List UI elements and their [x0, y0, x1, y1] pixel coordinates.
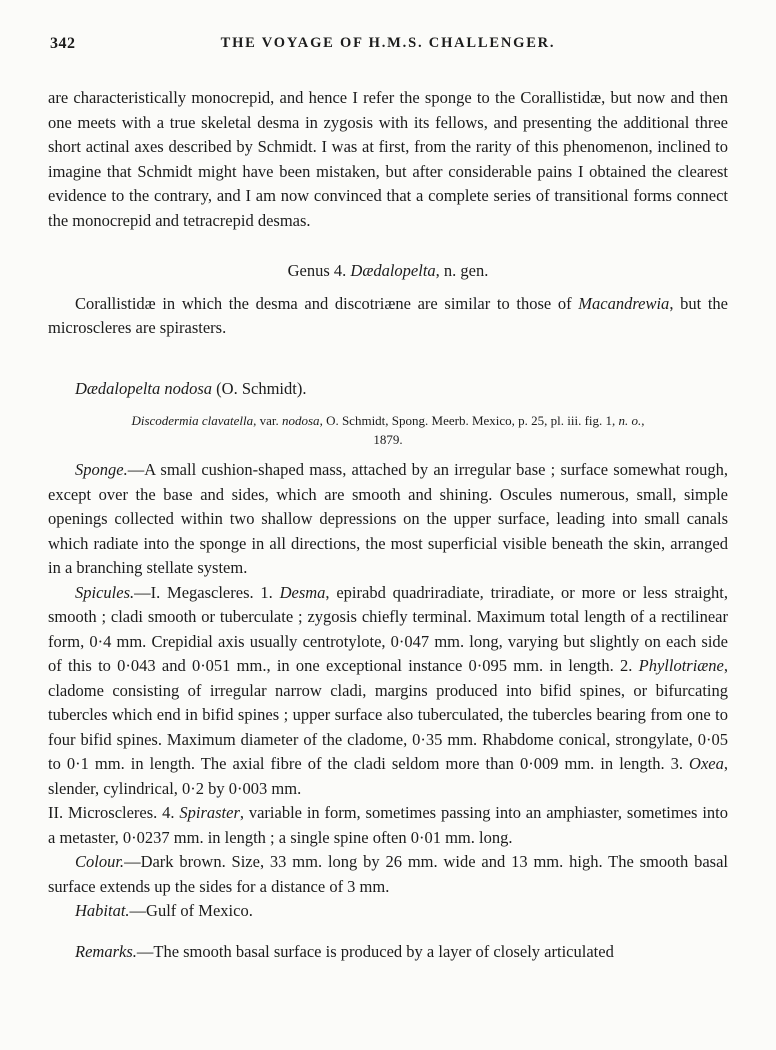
text-run: Dædalopelta: [350, 261, 436, 280]
text-run: , epirabd quadriradiate, triradiate, or more or less straight, smooth ; cladi smooth or tuberculate ; zygosis chiefly terminal. Maximum total length of a rectilinear form, 0·4 mm. Crepidial axis usually centrotylote, 0·047 mm. long, varying but slightly on each side of this to 0·043 and 0·051 mm., in one exceptional instance 0·095 mm. in length. 2.: [48, 582, 728, 675]
text-run: Discodermia clavatella: [131, 413, 254, 428]
text-run: Sponge.: [75, 460, 128, 479]
species-heading: [48, 377, 728, 402]
synonymy-citation-line: [48, 411, 728, 430]
text-run: Macandrewia: [578, 293, 670, 313]
text-run: n. o.: [618, 413, 642, 428]
text-run: ,: [641, 413, 645, 428]
paragraph-colour: [48, 850, 728, 899]
text-run: —Gulf of Mexico.: [129, 901, 253, 920]
text-run: , n. gen.: [435, 261, 489, 280]
text-run: Corallistidæ in which the desma and discotriæne are similar to those of: [75, 293, 579, 313]
paragraph-intro: [48, 86, 728, 233]
text-run: are characteristically monocrepid, and hence I refer the sponge to the Corallistidæ, but now and then one meets with a true skeletal desma in zygosis with its fellows, and presenting the additional three short actinal axes described by Schmidt. I was at first, from the rarity of this phenomenon, inclined to imagine that Schmidt might have been mistaken, but after considerable pains I obtained the clearest evidence to the contrary, and I am now convinced that a complete series of transitional forms connect the monocrepid and tetracrepid desmas.: [48, 88, 728, 230]
text-run: , var.: [253, 413, 282, 428]
text-run: (O. Schmidt).: [212, 378, 307, 398]
text-run: , slender, cylindrical, 0·2 by 0·003 mm.: [48, 754, 728, 798]
text-run: —I. Megascleres. 1.: [134, 582, 280, 602]
text-run: Dædalopelta nodosa: [75, 378, 213, 398]
paragraph-genus-description: [48, 292, 728, 341]
text-run: , O. Schmidt, Spong. Meerb. Mexico, p. 25, pl. iii. fig. 1,: [319, 413, 619, 428]
text-block: [48, 86, 728, 964]
text-run: Remarks.: [75, 941, 137, 961]
text-run: Genus 4.: [287, 261, 351, 280]
text-run: Phyllotriæne: [638, 656, 724, 675]
paragraph-microscleres: [48, 801, 728, 850]
text-run: Oxea: [689, 754, 724, 773]
paragraph-spicules: [48, 581, 728, 802]
text-run: —The smooth basal surface is produced by a layer of closely articulated: [136, 941, 614, 961]
text-run: Colour.: [75, 852, 125, 871]
text-run: , cladome consisting of irregular narrow cladi, margins produced into bifid spines, or bifurcating tubercles which end in bifid spines ; upper surface also tuberculated, the tubercles bearing from one to four bifid spines. Maximum diameter of the cladome, 0·35 mm. Rhabdome conical, strongylate, 0·05 to 0·1 mm. in length. The axial fibre of the cladi seldom more than 0·009 mm. in length. 3.: [48, 656, 728, 773]
paragraph-habitat: [48, 899, 728, 924]
text-run: —Dark brown. Size, 33 mm. long by 26 mm. wide and 13 mm. high. The smooth basal surface extends up the sides for a distance of 3 mm.: [48, 852, 728, 896]
text-run: nodosa: [282, 413, 320, 428]
text-run: II. Microscleres. 4.: [48, 803, 180, 822]
text-run: , but the microscleres are spirasters.: [48, 293, 728, 337]
text-run: —A small cushion-shaped mass, attached by an irregular base ; surface somewhat rough, except over the base and sides, which are smooth and shining. Oscules numerous, small, simple openings collected within two shallow depressions on the upper surface, leading into small canals which radiate into the sponge in all directions, the most superficial visible beneath the skin, arranged in a branching stellate system.: [48, 460, 728, 577]
paragraph-sponge: [48, 458, 728, 581]
text-run: Habitat.: [75, 901, 130, 920]
running-title: THE VOYAGE OF H.M.S. CHALLENGER.: [220, 35, 556, 51]
text-run: Spicules.: [75, 582, 135, 602]
page-header: [48, 34, 728, 56]
paragraph-remarks: [48, 940, 728, 965]
text-run: Spiraster: [179, 803, 240, 822]
synonymy-citation: [48, 411, 728, 449]
synonymy-citation-year: 1879.: [373, 432, 403, 447]
text-run: Desma: [279, 582, 326, 602]
genus-heading: [48, 259, 728, 284]
text-run: , variable in form, sometimes passing into an amphiaster, sometimes into a metaster, 0·0237 mm. in length ; a single spine often 0·01 mm. long.: [48, 803, 728, 847]
page-number: 342: [50, 35, 76, 52]
